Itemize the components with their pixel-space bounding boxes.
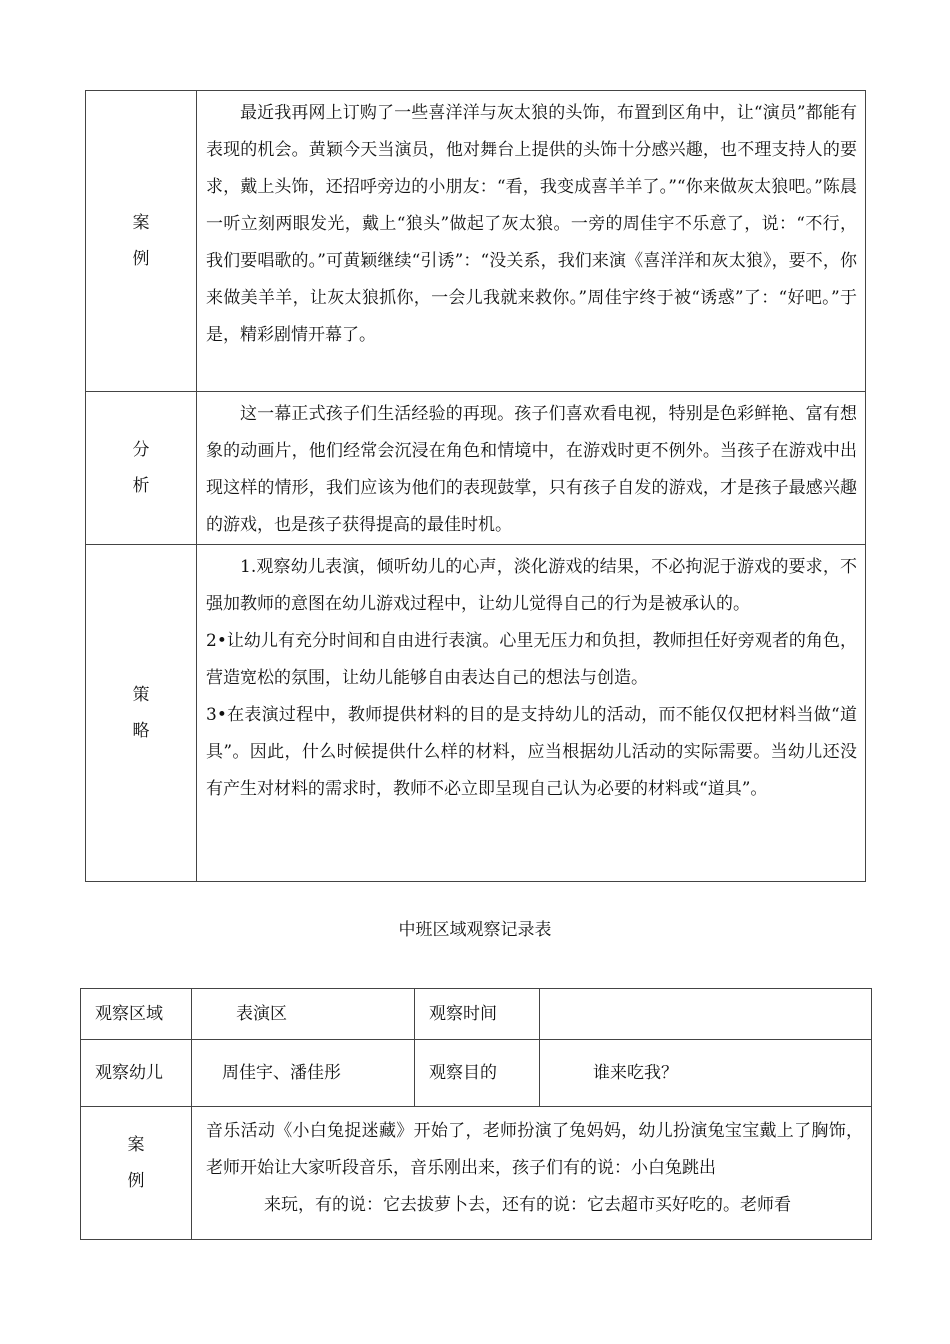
- case-label-2: [81, 1107, 192, 1240]
- strategy-row: [86, 545, 866, 882]
- children-value: 周佳宇、潘佳彤: [192, 1040, 415, 1107]
- case-text-2-continued: 来玩，有的说：它去拔萝卜去，还有的说：它去超市买好吃的。老师看: [264, 1195, 791, 1215]
- strategy-label-char-1: 策: [132, 685, 150, 705]
- strategy-item-2: 2•让幼儿有充分时间和自由进行表演。心里无压力和负担，教师担任好旁观者的角色，营造宽松的氛围，让幼儿能够自由表达自己的想法与创造。: [206, 631, 857, 688]
- strategy-item-1: 1.观察幼儿表演，倾听幼儿的心声，淡化游戏的结果，不必拘泥于游戏的要求，不强加教师的意图在幼儿游戏过程中，让幼儿觉得自己的行为是被承认的。: [206, 557, 857, 614]
- analysis-row: [86, 392, 866, 545]
- case-text: 最近我再网上订购了一些喜洋洋与灰太狼的头饰，布置到区角中，让“演员”都能有表现的机会。黄颖今天当演员，他对舞台上提供的头饰十分感兴趣，也不理支持人的要求，戴上头饰，还招呼旁边的小朋友：“看，我变成喜羊羊了。”“你来做灰太狼吧。”陈晨一听立刻两眼发光，戴上“狼头”做起了灰太狼。一旁的周佳宇不乐意了，说：“不行，我们要唱歌的。”可黄颖继续“引诱”：“没关系，我们来演《喜洋洋和灰太狼》，要不，你来做美羊羊，让灰太狼抓你，一会儿我就来救你。”周佳宇终于被“诱惑”了：“好吧。”于是，精彩剧情开幕了。: [206, 103, 857, 345]
- analysis-cell: [197, 392, 866, 545]
- area-time-row: [81, 989, 872, 1040]
- case-label: [86, 91, 197, 392]
- case-row: [86, 91, 866, 392]
- record-table-1: [85, 90, 866, 882]
- section-title: 中班区域观察记录表: [398, 920, 552, 940]
- strategy-label-char-2: 略: [132, 721, 150, 741]
- case-cell-2: [192, 1107, 872, 1240]
- analysis-label: [86, 392, 197, 545]
- case-label-char-1: 案: [132, 213, 150, 233]
- analysis-label-char-2: 析: [132, 476, 150, 496]
- case-label-char-2: 例: [132, 249, 150, 269]
- purpose-value: 谁来吃我？: [540, 1040, 872, 1107]
- record-table-2: [80, 988, 872, 1240]
- children-label: 观察幼儿: [81, 1040, 192, 1107]
- case-row-2: [81, 1107, 872, 1240]
- case-label-2-char-1: 案: [127, 1135, 145, 1155]
- children-purpose-row: [81, 1040, 872, 1107]
- analysis-label-char-1: 分: [132, 440, 150, 460]
- case-text-2: 音乐活动《小白兔捉迷藏》开始了，老师扮演了兔妈妈，幼儿扮演兔宝宝戴上了胸饰，老师开始让大家听段音乐，音乐刚出来，孩子们有的说：小白兔跳出: [206, 1121, 863, 1178]
- strategy-label: [86, 545, 197, 882]
- time-value: [540, 989, 872, 1040]
- strategy-cell: [197, 545, 866, 882]
- strategy-item-3: 3•在表演过程中，教师提供材料的目的是支持幼儿的活动，而不能仅仅把材料当做“道具”。因此，什么时候提供什么样的材料，应当根据幼儿活动的实际需要。当幼儿还没有产生对材料的需求时，教师不必立即呈现自己认为必要的材料或“道具”。: [206, 705, 857, 799]
- case-cell: [197, 91, 866, 392]
- area-label: 观察区域: [81, 989, 192, 1040]
- purpose-label: 观察目的: [415, 1040, 540, 1107]
- time-label: 观察时间: [415, 989, 540, 1040]
- analysis-text: 这一幕正式孩子们生活经验的再现。孩子们喜欢看电视，特别是色彩鲜艳、富有想象的动画片，他们经常会沉浸在角色和情境中，在游戏时更不例外。当孩子在游戏中出现这样的情形，我们应该为他们的表现鼓掌，只有孩子自发的游戏，才是孩子最感兴趣的游戏，也是孩子获得提高的最佳时机。: [206, 404, 857, 535]
- case-label-2-char-2: 例: [127, 1171, 145, 1191]
- area-value: 表演区: [192, 989, 415, 1040]
